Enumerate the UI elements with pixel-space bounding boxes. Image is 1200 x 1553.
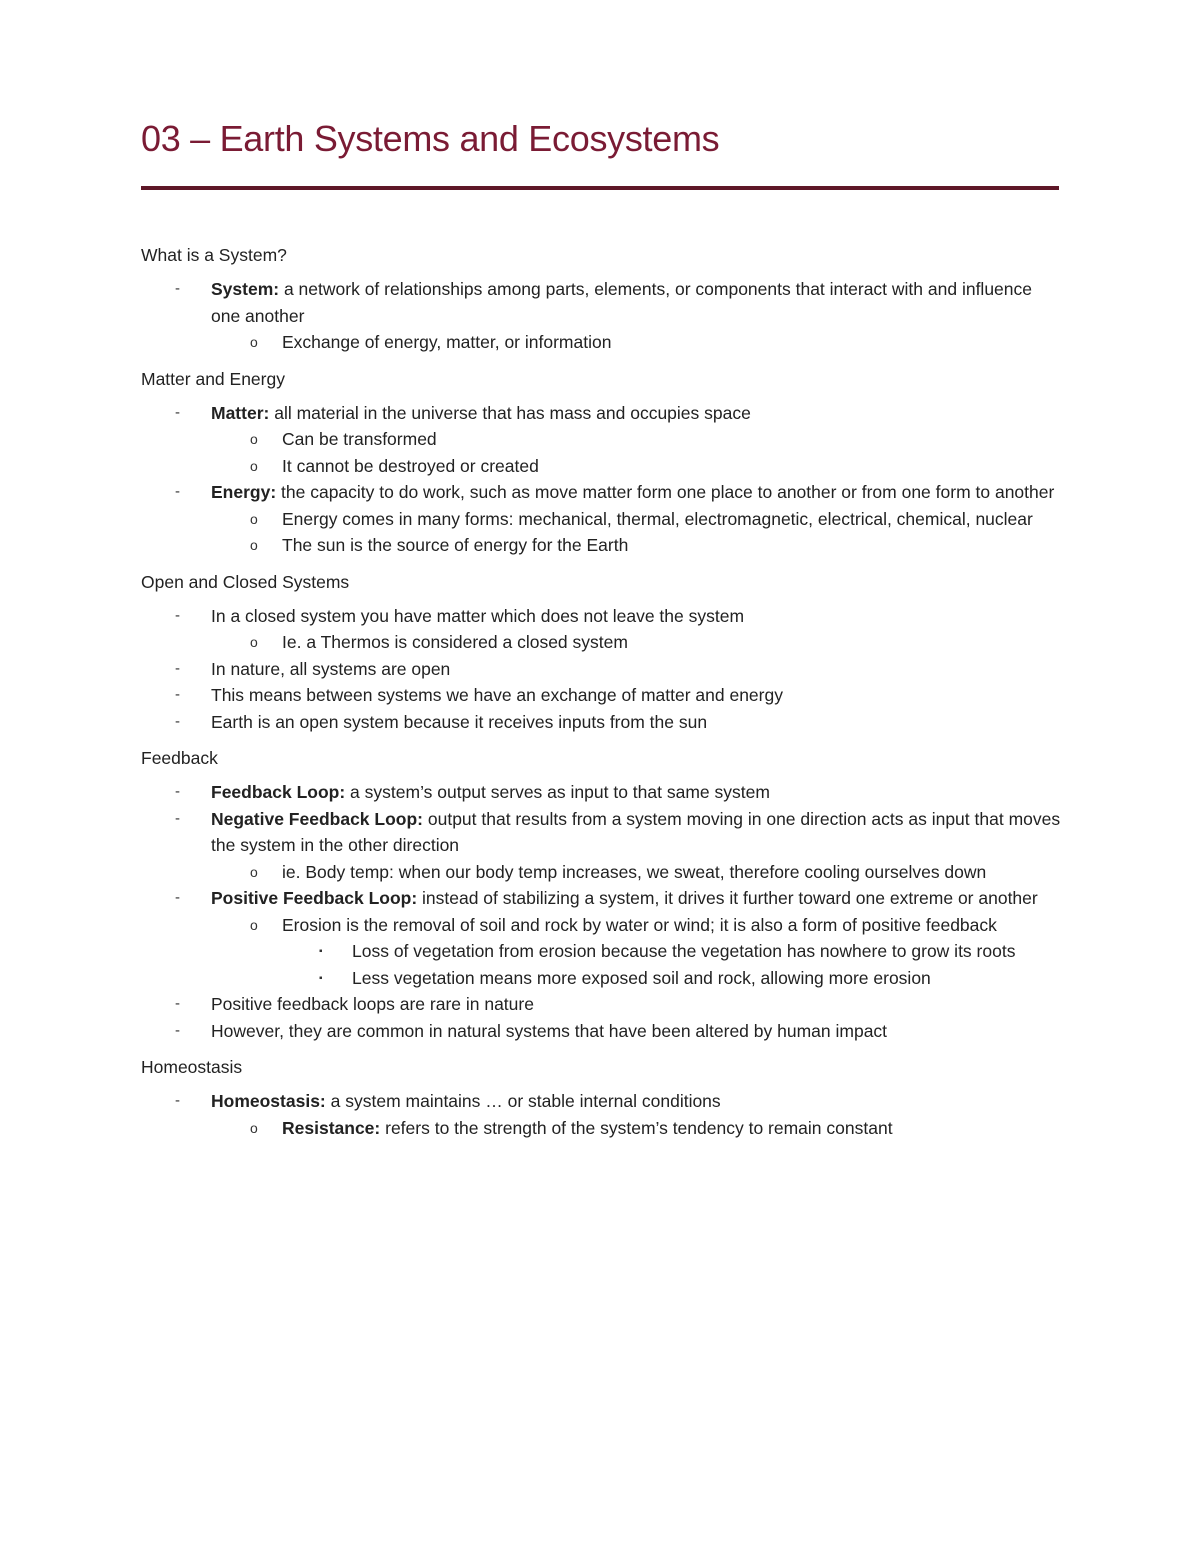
- dash-bullet: -: [175, 995, 180, 1012]
- list-item: [141, 603, 1061, 630]
- list-item: [141, 329, 1061, 356]
- list-item: [141, 400, 1061, 427]
- circle-bullet: o: [250, 863, 258, 880]
- section-heading: Homeostasis: [141, 1057, 243, 1077]
- item-text: ie. Body temp: when our body temp increases, we sweat, therefore cooling ourselves down: [282, 861, 987, 882]
- term-label: Feedback Loop:: [211, 782, 346, 802]
- page-title: 03 – Earth Systems and Ecosystems: [141, 118, 720, 159]
- list-item: [141, 991, 1061, 1018]
- term-label: Positive Feedback Loop:: [211, 888, 418, 908]
- item-text: In nature, all systems are open: [211, 658, 451, 679]
- item-text: Can be transformed: [282, 429, 437, 449]
- dash-bullet: -: [175, 483, 180, 500]
- item-text: Positive feedback loops are rare in nature: [211, 994, 534, 1014]
- list-item: [141, 938, 1061, 965]
- definition-text: refers to the strength of the system’s tendency to remain constant: [380, 1117, 893, 1138]
- definition-text: all material in the universe that has mass and occupies space: [269, 402, 751, 423]
- item-text: Energy comes in many forms: mechanical, thermal, electromagnetic, electrical, chemical, nuclear: [282, 508, 1033, 529]
- item-text: Erosion is the removal of soil and rock by water or wind; it is also a form of positive feedback: [282, 914, 997, 935]
- dash-bullet: -: [175, 712, 180, 730]
- definition-text: instead of stabilizing a system, it drives it further toward one extreme or another: [417, 888, 1038, 908]
- list-item: [141, 426, 1061, 453]
- circle-bullet: o: [250, 537, 258, 553]
- section-heading: Feedback: [141, 748, 218, 768]
- section-heading: What is a System?: [141, 245, 287, 265]
- definition-text: a network of relationships among parts, elements, or components that interact with and influence one another: [211, 279, 1033, 326]
- list-item: [141, 276, 1061, 329]
- term-label: Energy:: [211, 482, 277, 502]
- item-text: The sun is the source of energy for the Earth: [282, 535, 629, 555]
- section-heading: Matter and Energy: [141, 368, 285, 389]
- term-label: Matter:: [211, 402, 270, 423]
- list-item: [141, 479, 1061, 506]
- dash-bullet: -: [175, 809, 180, 827]
- definition-text: the capacity to do work, such as move matter form one place to another or from one form to another: [276, 482, 1055, 502]
- dash-bullet: -: [175, 783, 180, 800]
- item-text: Less vegetation means more exposed soil and rock, allowing more erosion: [352, 967, 931, 988]
- title-divider: [141, 186, 1059, 190]
- list-item: [141, 682, 1061, 709]
- item-text: Exchange of energy, matter, or information: [282, 332, 612, 352]
- dash-bullet: -: [175, 280, 180, 297]
- definition-text: output that results from a system moving in one direction acts as input that moves the system in the other direction: [211, 808, 1061, 855]
- list-item: [141, 629, 1061, 656]
- list-item: [141, 779, 1061, 806]
- list-item: [141, 656, 1061, 683]
- circle-bullet: o: [250, 457, 258, 474]
- dash-bullet: -: [175, 1021, 180, 1039]
- item-text: In a closed system you have matter which does not leave the system: [211, 605, 745, 626]
- dash-bullet: -: [175, 686, 180, 703]
- list-item: [141, 1018, 1061, 1045]
- circle-bullet: o: [250, 916, 258, 933]
- definition-text: a system maintains … or stable internal conditions: [325, 1091, 721, 1111]
- dash-bullet: -: [175, 606, 180, 624]
- circle-bullet: o: [250, 334, 258, 350]
- term-label: Negative Feedback Loop:: [211, 808, 423, 829]
- item-text: This means between systems we have an exchange of matter and energy: [211, 685, 783, 705]
- list-item: [141, 806, 1061, 859]
- dash-bullet: -: [175, 1092, 180, 1109]
- term-label: Resistance:: [282, 1117, 381, 1138]
- square-bullet: ▪: [319, 972, 323, 984]
- item-text: Ie. a Thermos is considered a closed system: [282, 632, 628, 652]
- document-body: [141, 242, 1061, 1141]
- list-item: [141, 532, 1061, 559]
- list-item: [141, 859, 1061, 886]
- item-text: It cannot be destroyed or created: [282, 455, 539, 476]
- list-item: [141, 1115, 1061, 1142]
- circle-bullet: o: [250, 634, 258, 650]
- list-item: [141, 965, 1061, 992]
- list-item: [141, 453, 1061, 480]
- square-bullet: ▪: [319, 946, 323, 957]
- term-label: System:: [211, 279, 280, 299]
- dash-bullet: -: [175, 403, 180, 421]
- circle-bullet: o: [250, 431, 258, 447]
- list-item: [141, 912, 1061, 939]
- circle-bullet: o: [250, 510, 258, 527]
- item-text: Loss of vegetation from erosion because the vegetation has nowhere to grow its roots: [352, 941, 1016, 961]
- circle-bullet: o: [250, 1119, 258, 1136]
- list-item: [141, 1088, 1061, 1115]
- list-item: [141, 885, 1061, 912]
- list-item: [141, 506, 1061, 533]
- definition-text: a system’s output serves as input to that same system: [345, 782, 770, 802]
- section-heading: Open and Closed Systems: [141, 571, 350, 592]
- dash-bullet: -: [175, 889, 180, 906]
- item-text: However, they are common in natural systems that have been altered by human impact: [211, 1020, 888, 1041]
- term-label: Homeostasis:: [211, 1091, 326, 1111]
- list-item: [141, 709, 1061, 736]
- dash-bullet: -: [175, 659, 180, 677]
- item-text: Earth is an open system because it receives inputs from the sun: [211, 711, 708, 732]
